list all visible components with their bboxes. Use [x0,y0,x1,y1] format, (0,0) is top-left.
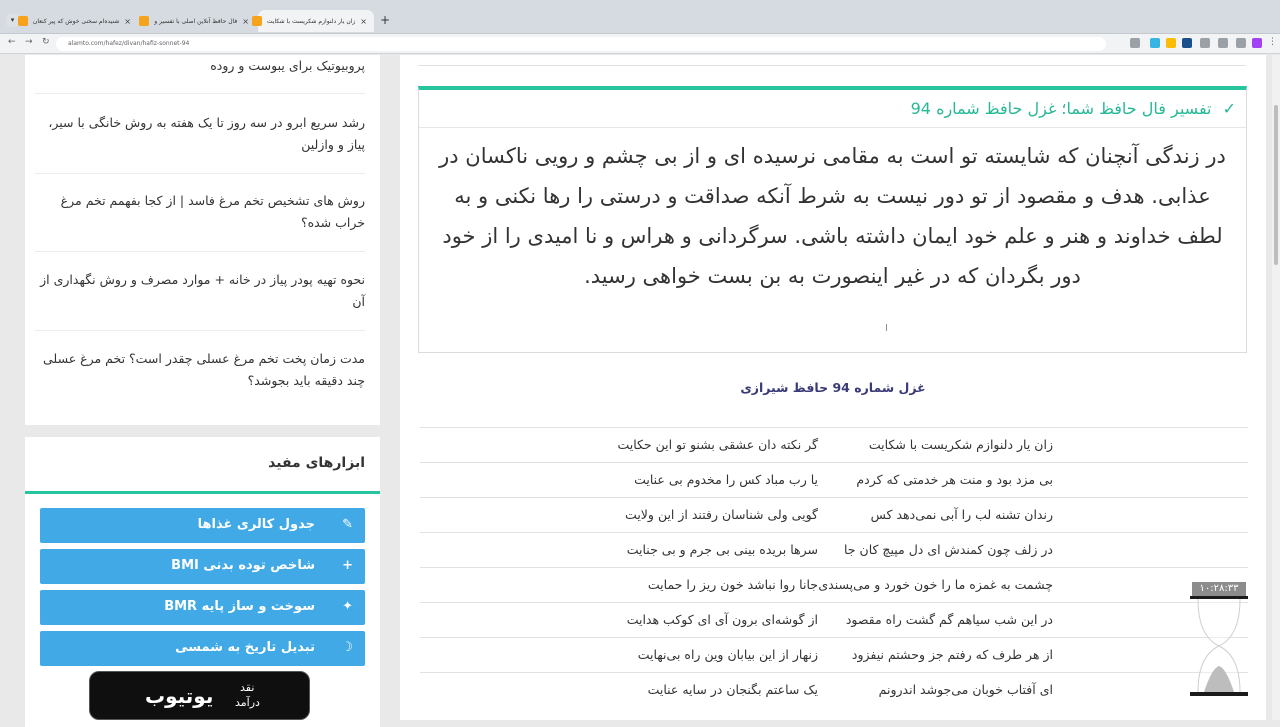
interpretation-text: در زندگی آنچنان که شایسته تو است به مقامی نرسیده ای و از بی چشم و رویی ناکسان در عذابی. هدف و مقصود از تو دور نیست به شرط آنکه صداقت و درستی را رها نکنی و به لطف خداوند و هنر و علم خود ایمان داشته باشی. سرگردانی و هراس و نا امیدی را از خود دور بگردان که در غیر اینصورت به بن بست خواهی رسید. [439,144,1226,288]
new-tab-button[interactable]: + [380,13,391,27]
interpretation-heading [911,99,1236,118]
tool-label: جدول کالری غذاها [197,517,315,532]
verse-row [420,637,1248,672]
extension-icon[interactable] [1150,38,1160,48]
verse-first-hemistich: از هر طرف که رفتم جز وحشتم نیفزود [851,647,1053,662]
page-viewport [0,55,1272,720]
extension-icon[interactable] [1130,38,1140,48]
tab-close-icon[interactable]: × [242,16,249,26]
menu-icon[interactable]: ⋮ [1268,37,1277,47]
scrollbar-thumb[interactable] [1274,105,1278,265]
date-converter-button[interactable] [40,631,365,666]
verse-second-hemistich: یا رب مباد کس را مخدوم بی عنایت [634,472,818,487]
favicon-icon [18,16,28,26]
favicon-icon [252,16,262,26]
verse-first-hemistich: چشمت به غمزه ما را خون خورد و می‌پسندی [818,577,1053,592]
verse-row [420,532,1248,567]
verse-second-hemistich: سرها بریده بینی بی جرم و بی جنایت [626,542,818,557]
profile-avatar-icon[interactable] [1252,38,1262,48]
forward-icon[interactable]: → [25,37,33,47]
divider [35,251,365,252]
timer-readout: ۱۰:۲۸:۳۳ [1192,582,1246,596]
extension-icon[interactable] [1182,38,1192,48]
divider [35,330,365,331]
pencil-icon: ✎ [342,517,353,532]
widget-title-underline [25,491,380,494]
channel-watermark [89,671,310,720]
tool-label: تبدیل تاریخ به شمسی [175,640,315,655]
sidebar-related-articles [25,55,380,425]
tab-close-icon[interactable]: × [124,16,131,26]
verse-row [420,602,1248,637]
extension-icon[interactable] [1200,38,1210,48]
check-icon: ✓ [1222,99,1236,118]
tool-label: شاخص توده بدنی BMI [171,558,315,573]
widget-title: ابزارهای مفید [268,455,365,471]
divider [35,173,365,174]
verse-second-hemistich: گویی ولی شناسان رفتند از این ولایت [625,507,818,522]
reload-icon[interactable]: ↻ [42,37,50,47]
tab-3-active[interactable] [258,10,374,32]
divider [418,65,1246,66]
verse-second-hemistich: یک ساعتم بگنجان در سایه عنایت [647,682,818,697]
tab-2[interactable] [140,10,256,32]
tab-title: شنیده‌ام سخنی خوش که پیر کنعان [32,17,120,25]
extension-icon[interactable] [1166,38,1176,48]
text-cursor-icon: I [885,323,888,334]
verse-second-hemistich: زنهار از این بیابان وین راه بی‌نهایت [637,647,818,662]
verse-second-hemistich: از گوشه‌ای برون آی ای کوکب هدایت [626,612,818,627]
sidebar-article-link[interactable]: روش های تشخیص تخم مرغ فاسد | از کجا بفهمم تخم مرغ خراب شده؟ [60,193,365,230]
moon-icon: ☽ [341,640,353,655]
hourglass-icon [1190,596,1250,696]
address-bar[interactable]: alamto.com/hafez/divan/hafiz-sonnet-94 [56,37,1106,51]
ghazal-title: غزل شماره 94 حافظ شیرازی [740,380,926,395]
tab-close-icon[interactable]: × [360,16,367,26]
verse-first-hemistich: زان یار دلنوازم شکریست با شکایت [868,437,1053,452]
page-scrollbar[interactable] [1272,55,1280,720]
verse-second-hemistich: گر نکته دان عشقی بشنو تو این حکایت [617,437,818,452]
verse-row [420,567,1248,602]
tab-1[interactable] [22,10,138,32]
plus-icon: + [342,558,353,573]
tab-search-button[interactable]: ▾ [6,14,19,27]
calorie-table-button[interactable] [40,508,365,543]
main-content [400,55,1266,720]
back-icon[interactable]: ← [8,37,16,47]
verse-row [420,462,1248,497]
interpretation-title: تفسیر فال حافظ شما؛ غزل حافظ شماره 94 [910,99,1212,118]
interpretation-card [418,86,1247,353]
sparkle-icon: ✦ [342,599,353,614]
browser-toolbar [0,34,1280,54]
bmr-button[interactable] [40,590,365,625]
sidebar-article-link[interactable]: نحوه تهیه پودر پیاز در خانه + موارد مصرف و روش نگهداری از آن [40,272,365,309]
divider [35,93,365,94]
verse-second-hemistich: جانا روا نباشد خون ریز را حمایت [647,577,818,592]
verse-row [420,427,1248,462]
verse-first-hemistich: ای آفتاب خوبان می‌جوشد اندرونم [878,682,1053,697]
sidebar-article-link[interactable]: رشد سریع ابرو در سه روز تا یک هفته به روش خانگی با سیر، پیاز و وازلین [48,115,365,152]
watermark-sub-2: درآمد [235,696,260,709]
verse-first-hemistich: رندان تشنه لب را آبی نمی‌دهد کس [870,507,1053,522]
verse-row [420,672,1248,707]
favicon-icon [139,16,149,26]
extension-icon[interactable] [1236,38,1246,48]
bmi-button[interactable] [40,549,365,584]
tool-label: سوخت و ساز پایه BMR [164,599,315,614]
sidebar-article-link[interactable]: پروبیوتیک برای یبوست و روده [210,58,365,73]
verse-first-hemistich: در زلف چون کمندش ای دل مپیچ کان جا [844,542,1053,557]
browser-tab-bar [0,0,1280,34]
divider [419,127,1246,128]
verse-first-hemistich: بی مزد بود و منت هر خدمتی که کردم [856,472,1053,487]
extension-icon[interactable] [1218,38,1228,48]
watermark-brand: یوتیوب [145,684,214,708]
tab-title: زان یار دلنوازم شکریست با شکایت [266,17,356,25]
verse-row [420,497,1248,532]
watermark-sub-1: نقد [240,681,255,694]
sidebar-article-link[interactable]: مدت زمان پخت تخم مرغ عسلی چقدر است؟ تخم مرغ عسلی چند دقیقه باید بجوشد؟ [43,351,365,388]
tab-title: فال حافظ آنلاین اصلی با تفسیر و [154,17,238,25]
verse-first-hemistich: در این شب سیاهم گم گشت راه مقصود [845,612,1053,627]
